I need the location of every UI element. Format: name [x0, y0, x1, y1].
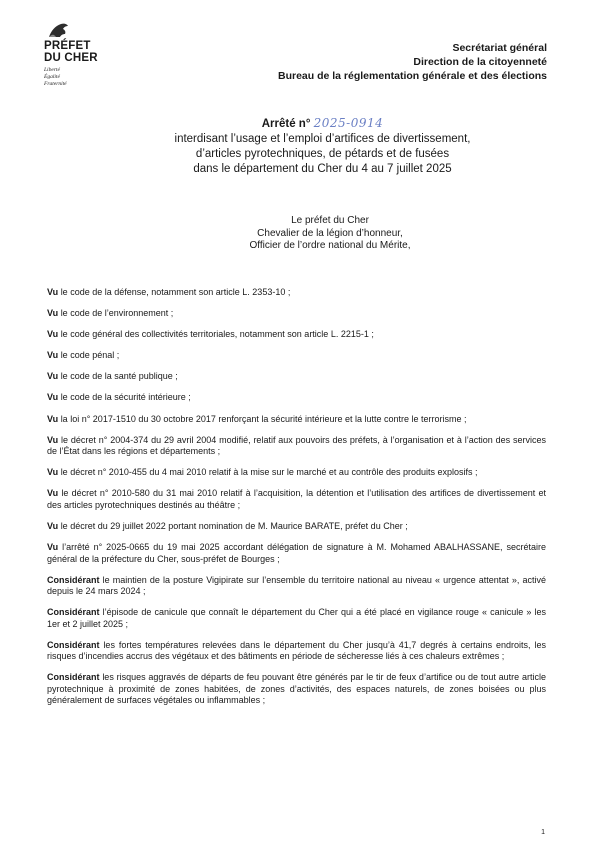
visa-paragraph: Vu le code de la sécurité intérieure ; [47, 392, 191, 403]
republic-motto: Liberté Égalité Fraternité [44, 67, 67, 87]
visa-paragraph: Vu le code pénal ; [47, 350, 120, 361]
document-title [100, 116, 545, 177]
visa-paragraph: Vu le décret n° 2010-455 du 4 mai 2010 relatif à la mise sur le marché et au contrôle des produits explosifs ; [47, 467, 478, 478]
handwritten-arrete-number: 2025-0914 [313, 116, 384, 130]
visa-paragraph: Vu le décret du 29 juillet 2022 portant nomination de M. Maurice BARATE, préfet du Cher ; [47, 520, 408, 531]
title-line: dans le département du Cher du 4 au 7 juillet 2025 [193, 163, 452, 175]
visa-paragraph: Vu le décret n° 2004-374 du 29 avril 2004 modifié, relatif aux pouvoirs des préfets, à l’organisation et à l’action des services de l’État dans les régions et départements ; [47, 434, 546, 457]
title-line: d’articles pyrotechniques, de pétards et de fusées [195, 148, 450, 160]
considerant-paragraph: Considérant l’épisode de canicule que connaît le département du Cher qui a été placé en vigilance rouge « canicule » les 1er et 2 juillet 2025 ; [47, 607, 546, 629]
service-header [278, 41, 547, 83]
service-line: Direction de la citoyenneté [413, 56, 547, 68]
visa-paragraph: Vu le code de la défense, notamment son article L. 2353-10 ; [47, 287, 291, 297]
visa-paragraph: Vu l’arrêté n° 2025-0665 du 19 mai 2025 accordant délégation de signature à M. Mohamed ABALHASSANE, secrétaire général de la préfecture du Cher, sous-préfet de Bourges ; [47, 542, 546, 564]
page-number: 1 [541, 829, 545, 836]
visa-paragraph: Vu le code de la santé publique ; [47, 371, 178, 382]
considerant-paragraph: Considérant les fortes températures relevées dans le département du Cher jusqu’à 41,7 degrés à certains endroits, les risques d’incendies accrus des végétaux et des bâtiments en période de sécheresse liés à ces chaleurs extrêmes ; [47, 639, 546, 662]
service-line: Secrétariat général [452, 42, 547, 54]
considerant-paragraph: Considérant les risques aggravés de départs de feu pouvant être générés par le tir de feux d’artifice ou de tout autre article pyrotechnique à proximité de zones habitées, de zones d’activités, des espaces naturels, de zones boisées ou plus généralement de surfaces végétales ou inflammables ; [47, 672, 546, 706]
arrete-number-line: Arrêté n° 2025-0914 [261, 116, 384, 130]
visa-paragraph: Vu le code de l’environnement ; [47, 308, 174, 319]
visa-paragraph: Vu le décret n° 2010-580 du 31 mai 2010 relatif à l’acquisition, la détention et l’utilisation des artifices de divertissement et des articles pyrotechniques destinés au théâtre ; [47, 488, 546, 510]
title-line: interdisant l’usage et l’emploi d’artifices de divertissement, [174, 133, 471, 145]
prefet-title: PRÉFET DU CHER [44, 40, 98, 64]
visas-list [47, 287, 546, 717]
visa-paragraph: Vu la loi n° 2017-1510 du 30 octobre 2017 renforçant la sécurité intérieure et la lutte contre le terrorisme ; [47, 413, 467, 424]
prefecture-logo [44, 22, 134, 88]
marianne-emblem-icon [46, 22, 72, 38]
visa-paragraph: Vu le code général des collectivités territoriales, notamment son article L. 2215-1 ; [47, 329, 374, 340]
prefet-identity: Le préfet du Cher Chevalier de la légion d’honneur, Officier de l’ordre national du Mérite, [249, 215, 411, 251]
service-line: Bureau de la réglementation générale et des élections [277, 70, 547, 82]
considerant-paragraph: Considérant le maintien de la posture Vigipirate sur l’ensemble du territoire national au niveau « urgence attentat », activé depuis le 24 mars 2024 ; [47, 574, 546, 597]
